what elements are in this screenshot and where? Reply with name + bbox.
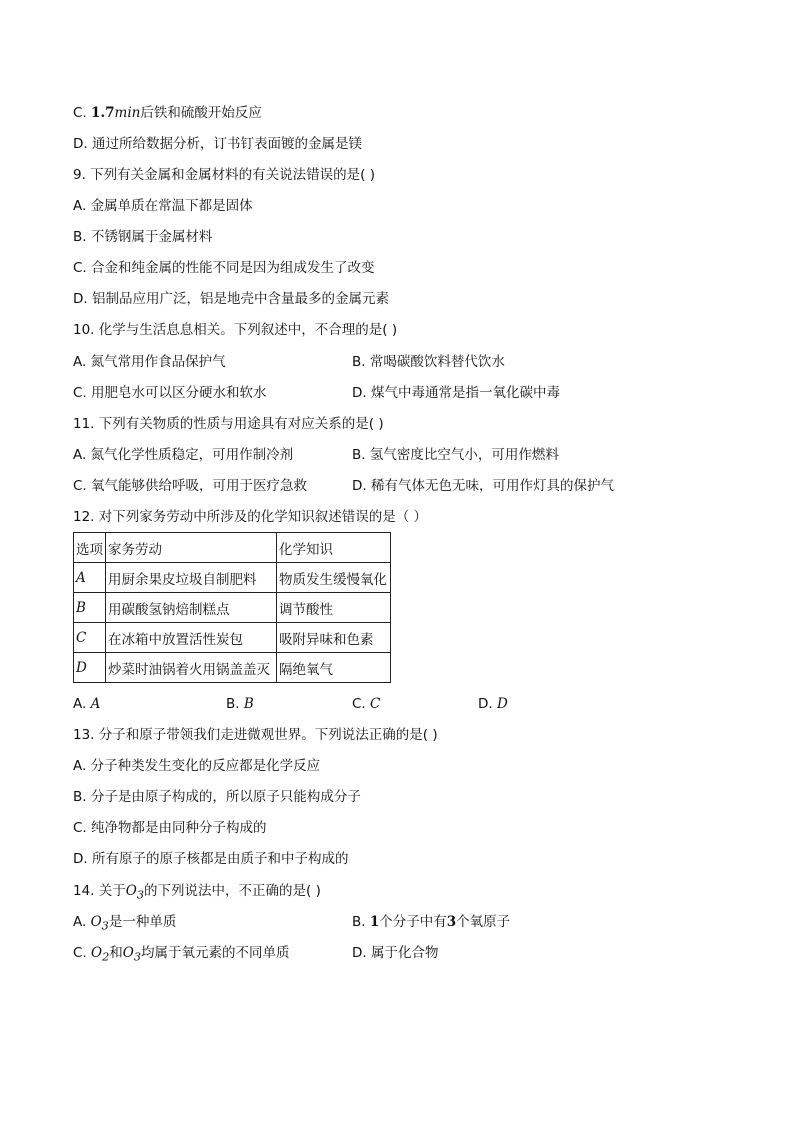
table-row	[74, 623, 391, 653]
option-prefix: A.	[73, 696, 87, 712]
table-header-cell: 家务劳动	[106, 533, 277, 563]
q8-option-c	[73, 104, 262, 122]
table-row	[74, 653, 391, 683]
q13-option-d: D. 所有原子的原子核都是由质子和中子构成的	[73, 851, 349, 867]
q11-stem: 11. 下列有关物质的性质与用途具有对应关系的是( )	[73, 416, 384, 432]
option-letter: D	[496, 696, 508, 712]
q10-option-a: A. 氮气常用作食品保护气	[73, 354, 226, 370]
option-prefix: C.	[73, 945, 87, 961]
q12-option-c	[352, 695, 380, 713]
q12-option-b	[226, 695, 254, 713]
time-value: 1.7	[91, 105, 115, 121]
q14-option-a	[73, 913, 176, 936]
q13-option-b: B. 分子是由原子构成的，所以原子只能构成分子	[73, 789, 361, 805]
option-letter: C	[370, 696, 381, 712]
q12-stem: 12. 对下列家务劳动中所涉及的化学知识叙述错误的是（ ）	[73, 509, 428, 525]
table-cell: 物质发生缓慢氧化	[277, 563, 391, 593]
q9-option-a: A. 金属单质在常温下都是固体	[73, 198, 253, 214]
q14-option-b	[352, 913, 510, 931]
q8-option-d: D. 通过所给数据分析，订书钉表面镀的金属是镁	[73, 136, 362, 152]
stem-text: 14. 关于	[73, 883, 126, 899]
option-prefix: C.	[73, 105, 87, 121]
formula-subscript: 2	[102, 950, 110, 964]
q9-stem: 9. 下列有关金属和金属材料的有关说法错误的是( )	[73, 167, 375, 183]
formula: O	[90, 914, 102, 930]
table-row	[74, 563, 391, 593]
option-prefix: C.	[352, 696, 366, 712]
stem-text: 的下列说法中，不正确的是( )	[144, 883, 321, 899]
table-cell: 用碳酸氢钠焙制糕点	[106, 593, 277, 623]
q11-option-c: C. 氧气能够供给呼吸，可用于医疗急救	[73, 478, 308, 494]
q13-option-c: C. 纯净物都是由同种分子构成的	[73, 820, 267, 836]
q11-option-b: B. 氢气密度比空气小，可用作燃料	[352, 447, 559, 463]
q13-option-a: A. 分子种类发生变化的反应都是化学反应	[73, 758, 321, 774]
q12-table	[73, 532, 391, 683]
q9-option-d: D. 铝制品应用广泛，铝是地壳中含量最多的金属元素	[73, 291, 389, 307]
number: 1	[369, 914, 380, 930]
table-cell: D	[74, 653, 106, 683]
option-text: 均属于氧元素的不同单质	[141, 945, 290, 961]
time-unit: min	[114, 105, 141, 121]
option-prefix: B.	[352, 914, 366, 930]
table-cell: 炒菜时油锅着火用锅盖盖灭	[106, 653, 277, 683]
q11-option-d: D. 稀有气体无色无味，可用作灯具的保护气	[352, 478, 614, 494]
q12-option-d	[478, 695, 508, 713]
table-header-row	[74, 533, 391, 563]
q9-option-c: C. 合金和纯金属的性能不同是因为组成发生了改变	[73, 260, 375, 276]
option-text: 个氧原子	[456, 914, 511, 930]
q14-option-c	[73, 944, 290, 967]
table-cell: B	[74, 593, 106, 623]
table-cell: 吸附异味和色素	[277, 623, 391, 653]
formula-subscript: 3	[133, 950, 142, 964]
option-letter: B	[243, 696, 254, 712]
option-text: 个分子中有	[379, 914, 447, 930]
option-text: 和	[109, 945, 123, 961]
option-text: 后铁和硫酸开始反应	[140, 105, 262, 121]
formula-subscript: 3	[136, 888, 145, 902]
table-header-cell: 选项	[74, 533, 106, 563]
formula: O	[125, 883, 137, 899]
q10-option-b: B. 常喝碳酸饮料替代饮水	[352, 354, 505, 370]
number: 3	[446, 914, 457, 930]
table-cell: C	[74, 623, 106, 653]
option-text: 是一种单质	[108, 914, 177, 930]
table-cell: 隔绝氧气	[277, 653, 391, 683]
option-prefix: D.	[478, 696, 493, 712]
formula: O	[91, 945, 103, 961]
table-cell: 用厨余果皮垃圾自制肥料	[106, 563, 277, 593]
option-prefix: A.	[73, 914, 87, 930]
table-cell: 调节酸性	[277, 593, 391, 623]
q14-stem	[73, 882, 321, 905]
table-row	[74, 593, 391, 623]
table-cell: A	[74, 563, 106, 593]
option-letter: A	[90, 696, 101, 712]
q13-stem: 13. 分子和原子带领我们走进微观世界。下列说法正确的是( )	[73, 727, 438, 743]
option-prefix: B.	[226, 696, 240, 712]
q10-option-c: C. 用肥皂水可以区分硬水和软水	[73, 385, 267, 401]
q9-option-b: B. 不锈钢属于金属材料	[73, 229, 213, 245]
table-cell: 在冰箱中放置活性炭包	[106, 623, 277, 653]
formula: O	[122, 945, 134, 961]
q12-option-a	[73, 695, 100, 713]
q14-option-d: D. 属于化合物	[352, 945, 439, 961]
q10-stem: 10. 化学与生活息息相关。下列叙述中，不合理的是( )	[73, 322, 398, 338]
q11-option-a: A. 氮气化学性质稳定，可用作制冷剂	[73, 447, 294, 463]
table-header-cell: 化学知识	[277, 533, 391, 563]
q10-option-d: D. 煤气中毒通常是指一氧化碳中毒	[352, 385, 560, 401]
formula-subscript: 3	[101, 919, 109, 933]
